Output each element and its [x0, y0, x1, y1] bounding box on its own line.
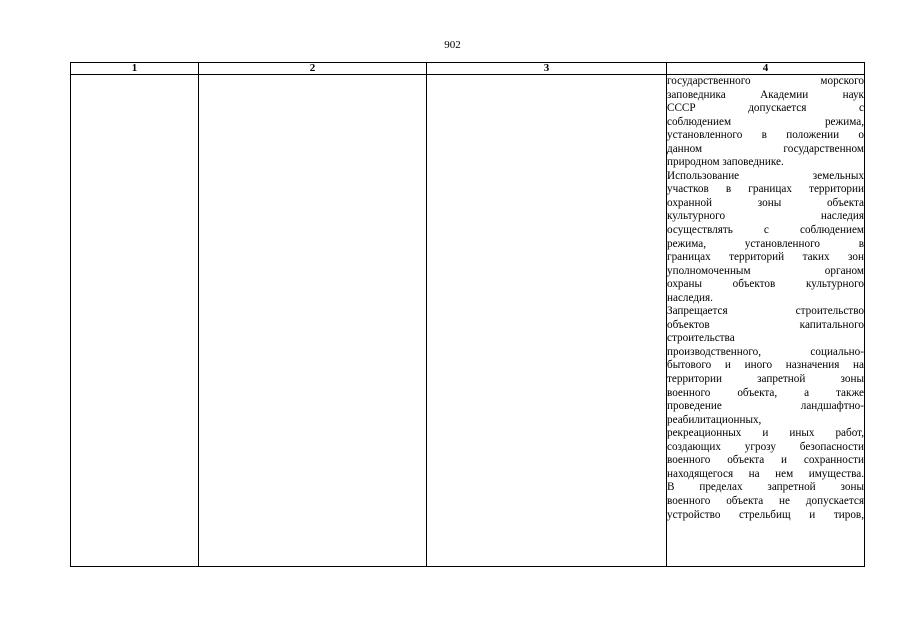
text-line: проведение ландшафтно- — [667, 400, 864, 413]
text-line: находящегося на нем имущества. — [667, 467, 864, 480]
text-line: СССР допускается с — [667, 102, 864, 115]
text-line: Использование земельных — [667, 169, 864, 182]
text-line: охраны объектов культурного — [667, 278, 864, 291]
col4-text-block — [667, 75, 864, 522]
text-line: территории запретной зоны — [667, 373, 864, 386]
text-line: границах территорий таких зон — [667, 251, 864, 264]
text-line: установленного в положении о — [667, 129, 864, 142]
text-line: государственного морского — [667, 75, 864, 87]
text-line: осуществлять с соблюдением — [667, 224, 864, 237]
table-header-row — [71, 63, 865, 75]
text-line: военного объекта и сохранности — [667, 454, 864, 467]
text-line: военного объекта, а также — [667, 386, 864, 399]
table-row — [71, 75, 865, 567]
cell-col-2 — [199, 75, 427, 567]
text-line: реабилитационных, — [667, 413, 762, 426]
header-col-4: 4 — [667, 63, 865, 75]
text-line: военного объекта не допускается — [667, 494, 864, 507]
text-line: охранной зоны объекта — [667, 196, 864, 209]
text-line: бытового и иного назначения на — [667, 359, 864, 372]
text-line: культурного наследия — [667, 210, 864, 223]
text-line: производственного, социально- — [667, 345, 864, 358]
cell-col-3 — [427, 75, 667, 567]
header-col-2: 2 — [199, 63, 427, 75]
text-line: участков в границах территории — [667, 183, 864, 196]
cell-col-1 — [71, 75, 199, 567]
cell-col-4 — [667, 75, 865, 567]
text-line: заповедника Академии наук — [667, 88, 864, 101]
text-line: устройство стрельбищ и тиров, — [667, 508, 864, 521]
page-number: 902 — [444, 39, 461, 51]
header-col-1: 1 — [71, 63, 199, 75]
text-line: В пределах запретной зоны — [667, 481, 864, 494]
text-line: строительства — [667, 332, 735, 345]
text-line: Запрещается строительство — [667, 305, 864, 318]
text-line: уполномоченным органом — [667, 264, 864, 277]
text-line: природном заповеднике. — [667, 156, 784, 169]
text-line: рекреационных и иных работ, — [667, 427, 864, 440]
text-line: режима, установленного в — [667, 237, 864, 250]
text-line: соблюдением режима, — [667, 115, 864, 128]
text-line: данном государственном — [667, 142, 864, 155]
text-line: объектов капитального — [667, 318, 864, 331]
document-table — [70, 62, 865, 567]
text-line: создающих угрозу безопасности — [667, 440, 864, 453]
header-col-3: 3 — [427, 63, 667, 75]
text-line: наследия. — [667, 291, 713, 304]
